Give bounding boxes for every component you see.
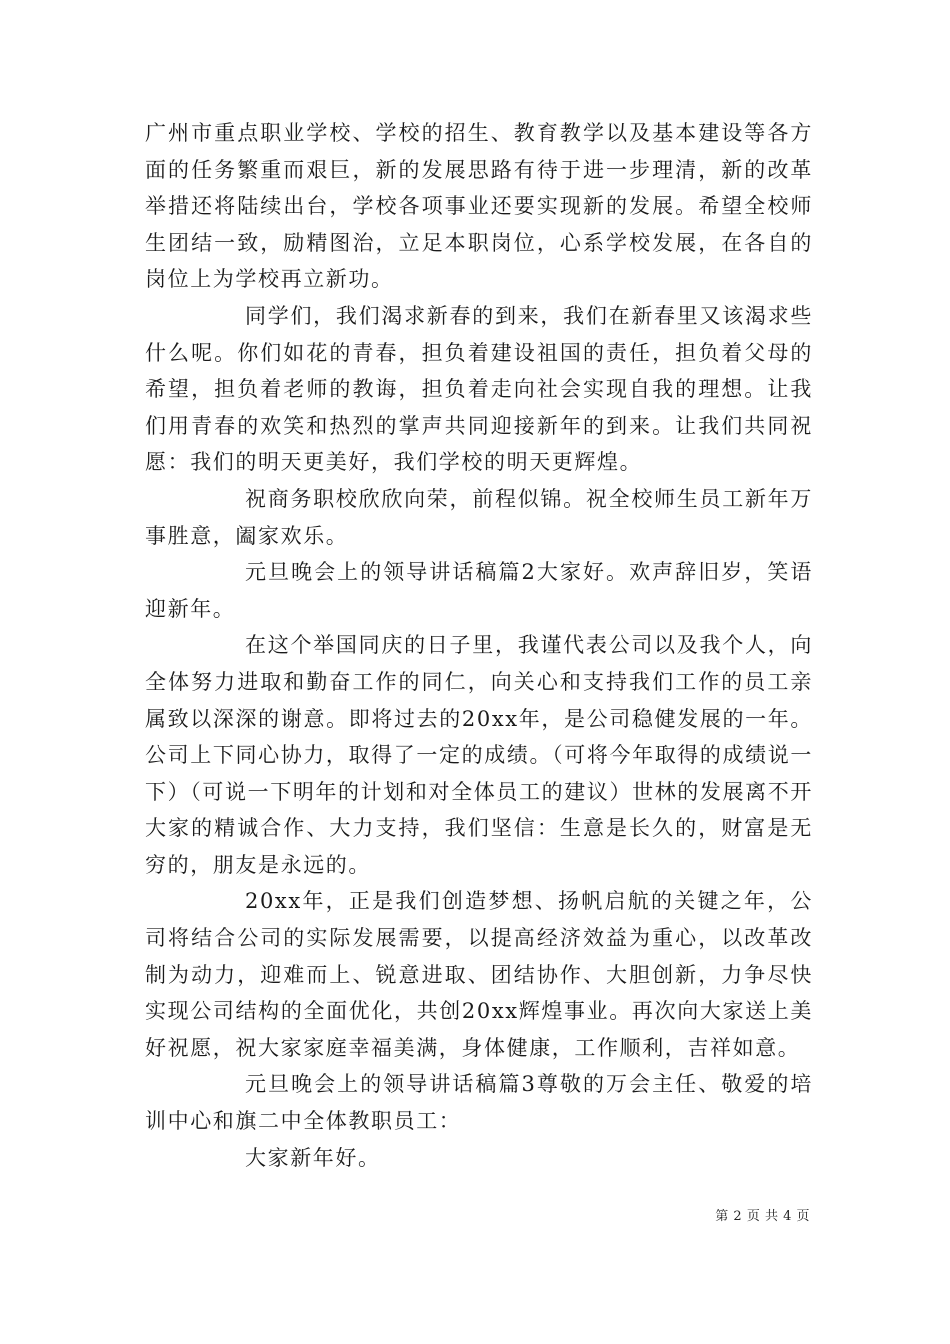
paragraph: 祝商务职校欣欣向荣，前程似锦。祝全校师生员工新年万事胜意，阖家欢乐。 — [145, 486, 813, 548]
paragraph: 元旦晚会上的领导讲话稿篇3尊敬的万会主任、敬爱的培训中心和旗二中全体教职员工： — [145, 1072, 813, 1134]
paragraph: 同学们，我们渴求新春的到来，我们在新春里又该渴求些什么呢。你们如花的青春，担负着建设祖国的责任，担负着父母的希望，担负着老师的教诲，担负着走向社会实现自我的理想。让我们用青春的欢笑和热烈的掌声共同迎接新年的到来。让我们共同祝愿：我们的明天更美好，我们学校的明天更辉煌。 — [145, 303, 813, 475]
page-number: 第 2 页 共 4 页 — [715, 1209, 810, 1224]
paragraph: 在这个举国同庆的日子里，我谨代表公司以及我个人，向全体努力进取和勤奋工作的同仁，向关心和支持我们工作的员工亲属致以深深的谢意。即将过去的20xx年，是公司稳健发展的一年。公司上下同心协力，取得了一定的成绩。（可将今年取得的成绩说一下）（可说一下明年的计划和对全体员工的建议）世林的发展离不开大家的精诚合作、大力支持，我们坚信：生意是长久的，财富是无穷的，朋友是永远的。 — [145, 633, 813, 877]
paragraph: 广州市重点职业学校、学校的招生、教育教学以及基本建设等各方面的任务繁重而艰巨，新的发展思路有待于进一步理清，新的改革举措还将陆续出台，学校各项事业还要实现新的发展。希望全校师生团结一致，励精图治，立足本职岗位，心系学校发展，在各自的岗位上为学校再立新功。 — [145, 121, 813, 292]
paragraph: 20xx年，正是我们创造梦想、扬帆启航的关键之年，公司将结合公司的实际发展需要，以提高经济效益为重心，以改革改制为动力，迎难而上、锐意进取、团结协作、大胆创新，力争尽快实现公司结构的全面优化，共创20xx辉煌事业。再次向大家送上美好祝愿，祝大家家庭幸福美满，身体健康，工作顺利，吉祥如意。 — [145, 889, 813, 1060]
paragraph: 元旦晚会上的领导讲话稿篇2大家好。欢声辞旧岁，笑语迎新年。 — [145, 560, 813, 621]
body-text — [145, 115, 813, 1176]
paragraph: 大家新年好。 — [245, 1145, 381, 1170]
